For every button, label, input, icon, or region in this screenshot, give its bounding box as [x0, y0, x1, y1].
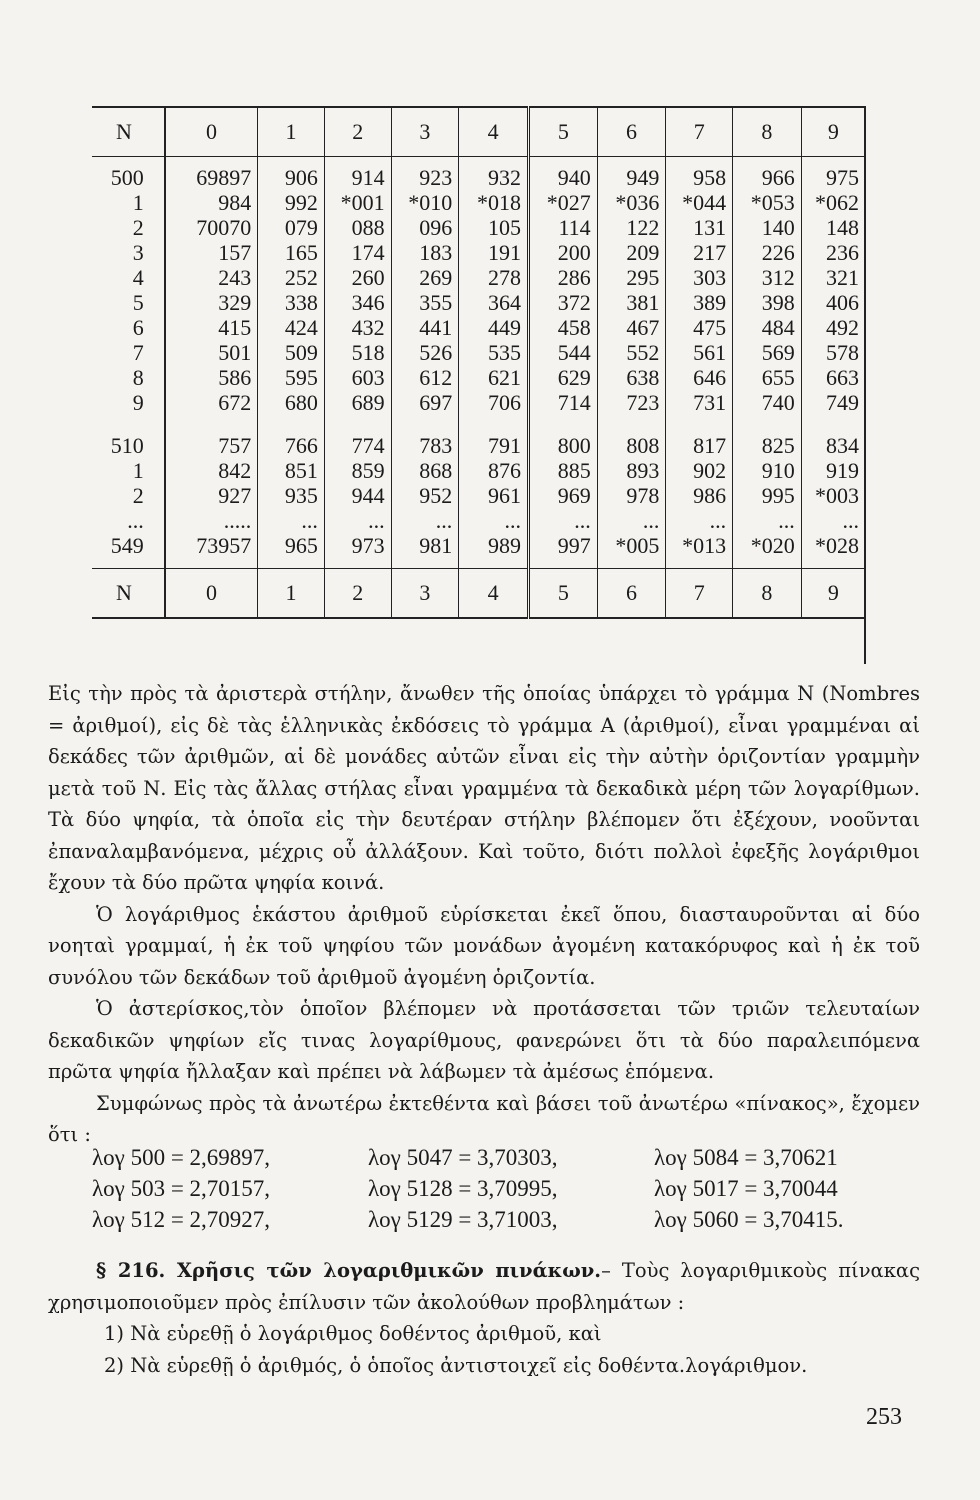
log-cell: 868: [391, 458, 459, 483]
row-number-cell: 2: [132, 483, 144, 508]
section-216: [48, 1255, 920, 1381]
formula-row: [92, 1142, 922, 1173]
footer-cell: 2: [324, 569, 391, 619]
log-cell: 859: [324, 458, 391, 483]
header-cell: 4: [459, 107, 529, 157]
table-row: [92, 190, 865, 215]
table-row: [92, 340, 865, 365]
log-cell: 975: [801, 157, 865, 191]
log-cell: 209: [597, 240, 666, 265]
log-cell: 981: [391, 533, 459, 569]
log-cell: 783: [391, 433, 459, 458]
log-cell: 406: [801, 290, 865, 315]
log-cell: *010: [391, 190, 459, 215]
footer-cell: 8: [733, 569, 802, 619]
log-cell: 449: [459, 315, 529, 340]
log-cell: *018: [459, 190, 529, 215]
formula: λογ 512 = 2,70927,: [92, 1207, 271, 1232]
log-cell: ...: [801, 508, 865, 533]
table-row: [92, 390, 865, 415]
log-cell: 935: [258, 483, 325, 508]
header-cell: 0: [165, 107, 258, 157]
row-number-cell: 7: [132, 340, 144, 365]
log-cell: 672: [165, 390, 258, 415]
table-row: [92, 533, 865, 569]
spacer-cell: [324, 415, 391, 433]
formula: λογ 5129 = 3,71003,: [368, 1207, 558, 1232]
logarithm-table: [92, 106, 865, 619]
log-cell: ...: [459, 508, 529, 533]
log-cell: 791: [459, 433, 529, 458]
footer-cell: 4: [459, 569, 529, 619]
log-examples: [92, 1142, 922, 1235]
log-cell: 252: [258, 265, 325, 290]
log-cell: 817: [666, 433, 733, 458]
log-cell: 893: [597, 458, 666, 483]
log-cell: 984: [165, 190, 258, 215]
log-cell: 586: [165, 365, 258, 390]
header-cell: 5: [528, 107, 597, 157]
log-cell: 621: [459, 365, 529, 390]
log-cell: 372: [528, 290, 597, 315]
log-cell: 989: [459, 533, 529, 569]
table-row: [92, 508, 865, 533]
log-cell: 355: [391, 290, 459, 315]
header-cell: 3: [391, 107, 459, 157]
log-cell: 808: [597, 433, 666, 458]
log-cell: 714: [528, 390, 597, 415]
log-cell: ...: [666, 508, 733, 533]
table-row: [92, 215, 865, 240]
log-cell: 286: [528, 265, 597, 290]
formula: λογ 5128 = 3,70995,: [368, 1176, 558, 1201]
table-row: [92, 458, 865, 483]
log-cell: 492: [801, 315, 865, 340]
row-number-cell: 3: [132, 240, 144, 265]
table-row: [92, 240, 865, 265]
log-cell: 800: [528, 433, 597, 458]
spacer-cell: [459, 415, 529, 433]
log-cell: *044: [666, 190, 733, 215]
log-cell: ...: [733, 508, 802, 533]
header-cell: 7: [666, 107, 733, 157]
log-cell: 834: [801, 433, 865, 458]
row-number-cell: 9: [132, 390, 144, 415]
spacer-cell: [391, 415, 459, 433]
log-cell: 958: [666, 157, 733, 191]
log-cell: 689: [324, 390, 391, 415]
log-cell: 364: [459, 290, 529, 315]
problem-item: 2) Νὰ εὑρεθῇ ὁ ἀριθμός, ὁ ὁποῖος ἀντιστοιχεῖ εἰς δοθέντα.λογάριθμον.: [104, 1353, 808, 1377]
header-cell: 1: [258, 107, 325, 157]
log-cell: 243: [165, 265, 258, 290]
log-cell: 226: [733, 240, 802, 265]
log-cell: 949: [597, 157, 666, 191]
log-cell: 088: [324, 215, 391, 240]
log-cell: 757: [165, 433, 258, 458]
footer-cell: 5: [528, 569, 597, 619]
footer-cell: N: [92, 569, 165, 619]
log-cell: 986: [666, 483, 733, 508]
log-cell: *013: [666, 533, 733, 569]
formula: λογ 500 = 2,69897,: [92, 1145, 271, 1170]
log-cell: 346: [324, 290, 391, 315]
log-cell: 851: [258, 458, 325, 483]
spacer-cell: [733, 415, 802, 433]
log-cell: ...: [528, 508, 597, 533]
log-cell: 561: [666, 340, 733, 365]
paragraph: Ὁ ἀστερίσκος,τὸν ὁποῖον βλέπομεν νὰ προτάσσεται τῶν τριῶν τελευταίων δεκαδικῶν ψηφίων εἴς τινας λογαρίθμους, φανερώνει ὅτι τὰ δύο παραλειπόμενα πρῶτα ψηφία ἤλλαξαν καὶ πρέπει νὰ λάβωμεν τὰ ἀμέσως ἑπόμενα.: [48, 997, 920, 1083]
log-cell: 432: [324, 315, 391, 340]
footer-cell: 9: [801, 569, 865, 619]
log-cell: 140: [733, 215, 802, 240]
log-cell: 919: [801, 458, 865, 483]
log-cell: 217: [666, 240, 733, 265]
log-cell: 706: [459, 390, 529, 415]
log-cell: 236: [801, 240, 865, 265]
spacer-cell: [165, 415, 258, 433]
log-cell: 655: [733, 365, 802, 390]
log-cell: 740: [733, 390, 802, 415]
log-cell: 944: [324, 483, 391, 508]
row-number-cell: 2: [132, 215, 144, 240]
log-cell: 646: [666, 365, 733, 390]
log-cell: 526: [391, 340, 459, 365]
formula: λογ 5060 = 3,70415.: [654, 1207, 844, 1232]
page-number: 253: [866, 1404, 902, 1430]
log-cell: 766: [258, 433, 325, 458]
log-cell: 663: [801, 365, 865, 390]
spacer-cell: [528, 415, 597, 433]
log-cell: *027: [528, 190, 597, 215]
log-cell: 995: [733, 483, 802, 508]
header-cell: 8: [733, 107, 802, 157]
table-row: [92, 157, 865, 191]
log-cell: 174: [324, 240, 391, 265]
log-cell: 876: [459, 458, 529, 483]
log-cell: 321: [801, 265, 865, 290]
log-cell: 312: [733, 265, 802, 290]
log-cell: 910: [733, 458, 802, 483]
header-cell: 6: [597, 107, 666, 157]
log-cell: 114: [528, 215, 597, 240]
log-cell: 940: [528, 157, 597, 191]
log-cell: 105: [459, 215, 529, 240]
log-cell: 260: [324, 265, 391, 290]
table-row: [92, 365, 865, 390]
formula: λογ 5084 = 3,70621: [654, 1145, 838, 1170]
spacer-cell: [258, 415, 325, 433]
log-cell: 458: [528, 315, 597, 340]
row-number-cell: 5: [132, 290, 144, 315]
log-cell: 902: [666, 458, 733, 483]
section-intro: [48, 1255, 920, 1318]
log-cell: 381: [597, 290, 666, 315]
paragraph: Συμφώνως πρὸς τὰ ἀνωτέρω ἐκτεθέντα καὶ βάσει τοῦ ἀνωτέρω «πίνακος», ἔχομεν ὅτι :: [48, 1091, 920, 1146]
log-cell: 552: [597, 340, 666, 365]
row-number-cell: 8: [132, 365, 144, 390]
log-cell: 484: [733, 315, 802, 340]
footer-cell: 1: [258, 569, 325, 619]
table-row: [92, 290, 865, 315]
log-cell: 475: [666, 315, 733, 340]
formula: λογ 5017 = 3,70044: [654, 1176, 838, 1201]
log-cell: 697: [391, 390, 459, 415]
table-row: [92, 483, 865, 508]
problem-item: 1) Νὰ εὑρεθῇ ὁ λογάριθμος δοθέντος ἀριθμοῦ, καὶ: [104, 1322, 602, 1345]
table-header-row: [92, 107, 865, 157]
log-cell: ...: [324, 508, 391, 533]
footer-cell: 0: [165, 569, 258, 619]
log-cell: 595: [258, 365, 325, 390]
footer-cell: 6: [597, 569, 666, 619]
log-cell: 885: [528, 458, 597, 483]
row-number-cell: 1: [132, 190, 144, 215]
log-cell: 638: [597, 365, 666, 390]
log-cell: *005: [597, 533, 666, 569]
log-cell: 501: [165, 340, 258, 365]
log-cell: 389: [666, 290, 733, 315]
log-cell: 906: [258, 157, 325, 191]
log-cell: 927: [165, 483, 258, 508]
header-cell: N: [92, 107, 165, 157]
row-number-cell: 1: [132, 458, 144, 483]
log-cell: 165: [258, 240, 325, 265]
log-cell: *053: [733, 190, 802, 215]
log-cell: 612: [391, 365, 459, 390]
footer-cell: 7: [666, 569, 733, 619]
log-cell: 749: [801, 390, 865, 415]
header-cell: 9: [801, 107, 865, 157]
log-cell: .....: [165, 508, 258, 533]
log-cell: 157: [165, 240, 258, 265]
table-row: [92, 433, 865, 458]
log-cell: 295: [597, 265, 666, 290]
log-cell: 825: [733, 433, 802, 458]
log-cell: 70070: [165, 215, 258, 240]
formula-row: [92, 1204, 922, 1235]
log-cell: ...: [597, 508, 666, 533]
log-cell: 122: [597, 215, 666, 240]
log-cell: 723: [597, 390, 666, 415]
table-row: [92, 265, 865, 290]
table-footer-row: [92, 569, 865, 619]
log-cell: 69897: [165, 157, 258, 191]
log-cell: *062: [801, 190, 865, 215]
log-cell: 303: [666, 265, 733, 290]
log-cell: 997: [528, 533, 597, 569]
log-cell: 338: [258, 290, 325, 315]
table-row: [92, 315, 865, 340]
log-cell: 200: [528, 240, 597, 265]
log-cell: 329: [165, 290, 258, 315]
log-cell: 923: [391, 157, 459, 191]
log-cell: 578: [801, 340, 865, 365]
log-cell: *001: [324, 190, 391, 215]
log-cell: 973: [324, 533, 391, 569]
spacer-cell: [597, 415, 666, 433]
log-cell: 509: [258, 340, 325, 365]
paragraph: Ὁ λογάριθμος ἑκάστου ἀριθμοῦ εὑρίσκεται ἐκεῖ ὅπου, διασταυροῦνται αἱ δύο νοηταὶ γραμμαί, ἡ ἐκ τοῦ ψηφίου τῶν μονάδων ἀγομένη κατακόρυφος καὶ ἡ ἐκ τοῦ συνόλου τῶν δεκάδων τοῦ ἀριθμοῦ ἀγομένη ὁριζοντία.: [48, 902, 920, 989]
log-cell: *020: [733, 533, 802, 569]
log-cell: 096: [391, 215, 459, 240]
log-cell: 969: [528, 483, 597, 508]
row-number-cell: 4: [132, 265, 144, 290]
log-cell: 992: [258, 190, 325, 215]
log-cell: 441: [391, 315, 459, 340]
footer-cell: 3: [391, 569, 459, 619]
row-number-cell: 6: [132, 315, 144, 340]
formula: λογ 5047 = 3,70303,: [368, 1145, 558, 1170]
log-cell: 148: [801, 215, 865, 240]
log-cell: 965: [258, 533, 325, 569]
log-cell: 978: [597, 483, 666, 508]
formula-row: [92, 1173, 922, 1204]
section-title: § 216. Χρῆσις τῶν λογαριθμικῶν πινάκων.: [96, 1259, 602, 1282]
log-cell: ...: [258, 508, 325, 533]
log-cell: 73957: [165, 533, 258, 569]
log-cell: 961: [459, 483, 529, 508]
log-cell: 424: [258, 315, 325, 340]
log-cell: 731: [666, 390, 733, 415]
log-cell: 398: [733, 290, 802, 315]
log-cell: 079: [258, 215, 325, 240]
log-cell: 278: [459, 265, 529, 290]
log-cell: 952: [391, 483, 459, 508]
log-cell: 569: [733, 340, 802, 365]
log-cell: 544: [528, 340, 597, 365]
log-cell: 603: [324, 365, 391, 390]
log-cell: *003: [801, 483, 865, 508]
log-cell: 535: [459, 340, 529, 365]
log-cell: 914: [324, 157, 391, 191]
log-cell: 415: [165, 315, 258, 340]
table-spacer-row: [92, 415, 865, 433]
row-number-cell: 500: [110, 165, 144, 190]
section-intro-text: – Τοὺς λογαριθμικοὺς πίνακας χρησιμοποιοῦμεν πρὸς ἐπίλυσιν τῶν ἀκολούθων προβλημάτων :: [48, 1259, 920, 1314]
explanation-text: [48, 678, 920, 1151]
log-cell: 518: [324, 340, 391, 365]
log-cell: 131: [666, 215, 733, 240]
row-number-cell: 549: [110, 533, 144, 558]
log-cell: 191: [459, 240, 529, 265]
table-right-border: [864, 106, 866, 664]
spacer-cell: [92, 415, 165, 433]
log-cell: ...: [391, 508, 459, 533]
header-cell: 2: [324, 107, 391, 157]
log-cell: 842: [165, 458, 258, 483]
spacer-cell: [801, 415, 865, 433]
log-cell: 183: [391, 240, 459, 265]
log-cell: 774: [324, 433, 391, 458]
log-cell: *028: [801, 533, 865, 569]
spacer-cell: [666, 415, 733, 433]
log-cell: 966: [733, 157, 802, 191]
log-cell: 680: [258, 390, 325, 415]
log-cell: *036: [597, 190, 666, 215]
log-cell: 269: [391, 265, 459, 290]
log-cell: 629: [528, 365, 597, 390]
paragraph: Εἰς τὴν πρὸς τὰ ἀριστερὰ στήλην, ἄνωθεν τῆς ὁποίας ὑπάρχει τὸ γράμμα Ν (Nombres = ἀριθμοί), εἰς δὲ τὰς ἑλληνικὰς ἐκδόσεις τὸ γράμμα Α (ἀριθμοί), εἶναι γραμμέναι αἱ δεκάδες τῶν ἀριθμῶν, αἱ δὲ μονάδες αὐτῶν εἶναι εἰς τὴν αὐτὴν ὁριζοντίαν γραμμὴν μετὰ τοῦ Ν. Εἰς τὰς ἄλλας στήλας εἶναι γραμμένα τὰ δεκαδικὰ μέρη τῶν λογαρίθμων. Τὰ δύο ψηφία, τὰ ὁποῖα εἰς τὴν δευτέραν στήλην βλέπομεν ὅτι ἐξέχουν, νοοῦνται ἐπαναλαμβανόμενα, μέχρις οὗ ἀλλάξουν. Καὶ τοῦτο, διότι πολλοὶ ἐφεξῆς λογάριθμοι ἔχουν τὰ δύο πρῶτα ψηφία κοινά.: [48, 682, 920, 894]
row-number-cell: 510: [110, 433, 144, 458]
formula: λογ 503 = 2,70157,: [92, 1176, 271, 1201]
log-cell: 932: [459, 157, 529, 191]
row-number-cell: ...: [127, 508, 144, 533]
log-cell: 467: [597, 315, 666, 340]
